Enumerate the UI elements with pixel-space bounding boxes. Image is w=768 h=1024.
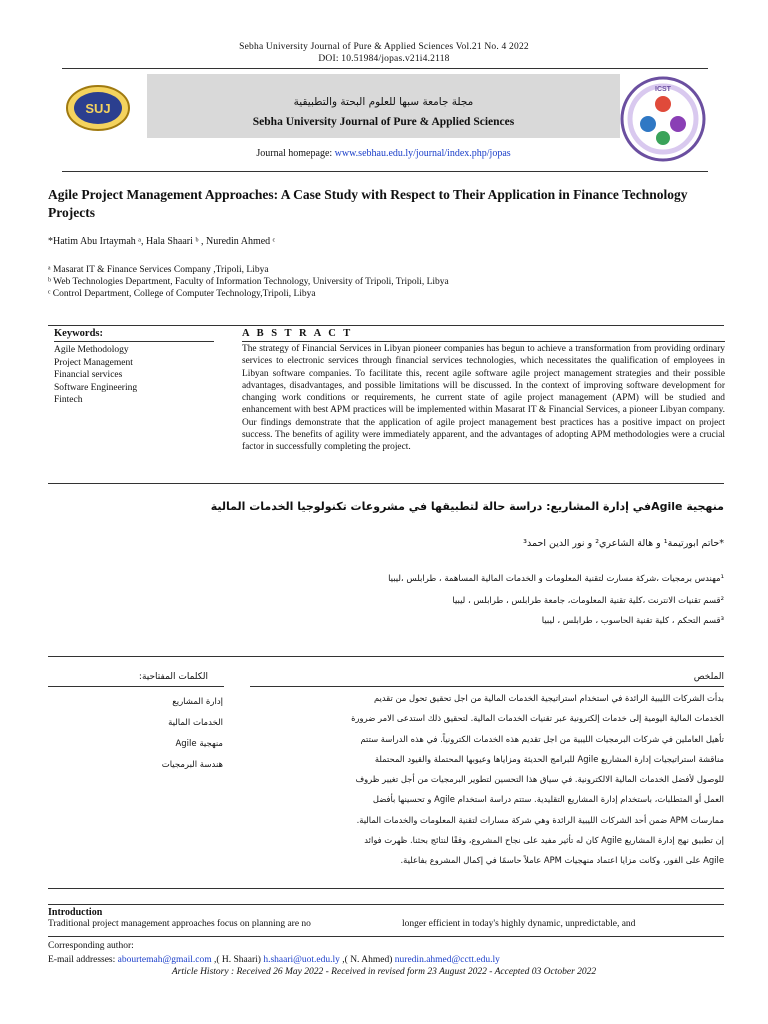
arabic-abstract-line: Agile على الفور، وكانت مزايا اعتماد منهجيات APM عاملاً حاسمًا في إكمال المشروع بفاعلية. <box>400 855 724 866</box>
arabic-abstract-line: للوصول لأفضل الخدمات المالية الالكترونية. في سياق هذا التحسين لتطوير البرمجيات من أجل تغيير ظروف <box>355 774 724 785</box>
arabic-abstract-body <box>250 688 724 871</box>
email-separator-1: ,( H. Shaari) <box>211 955 264 965</box>
keyword-item: Fintech <box>54 395 83 406</box>
arabic-affiliation-3: ³قسم التحكم ، كلية تقنية الحاسوب ، طرابلس ، ليبيا <box>541 616 724 626</box>
intro-top-rule <box>48 904 724 905</box>
journal-arabic-name: مجلة جامعة سبها للعلوم البحتة والتطبيقية <box>293 96 474 108</box>
article-authors: *Hatim Abu Irtaymah ᵃ, Hala Shaari ᵇ , Nuredin Ahmed ᶜ <box>48 236 276 247</box>
keyword-item: Project Management <box>54 357 133 368</box>
arabic-abstract-bottom-rule <box>48 888 724 889</box>
arabic-abstract-line: تأهيل العاملين في شركات البرمجيات الليبية من اجل تقديم هذه الخدمات الكترونياً. في هذه الدراسة ستتم <box>360 733 724 744</box>
arabic-keyword-item: إدارة المشاريع <box>172 697 223 707</box>
keyword-item: Financial services <box>54 370 123 381</box>
email-link-3[interactable]: nuredin.ahmed@cctt.edu.ly <box>394 955 500 965</box>
article-history: Article History : Received 26 May 2022 - Received in revised form 23 August 2022 - Accepted 03 October 2022 <box>171 967 597 977</box>
arabic-abstract-line: بدأت الشركات الليبية الرائدة في استخدام استراتيجية الخدمات المالية من اجل تحقيق تحول من تقديم <box>373 693 724 703</box>
introduction-text-a: Traditional project management approaches focus on planning are no <box>48 919 311 929</box>
keywords-list <box>54 344 137 407</box>
arabic-abstract-line: الخدمات المالية اليومية إلى خدمات إلكترونية عبر تقنيات الخدمات المالية. لتحقيق ذلك استدعى الامر ضرورة <box>351 713 724 724</box>
arabic-affiliation-1: ¹مهندس برمجيات ،شركة مسارت لتقنية المعلومات و الخدمات المالية المساهمة ، طرابلس ،ليبيا <box>388 574 724 584</box>
affiliation-a: ᵃ Masarat IT & Finance Services Company ,Tripoli, Libya <box>48 265 269 275</box>
header-bottom-rule <box>62 171 708 172</box>
email-label: E-mail addresses: <box>48 955 118 965</box>
conference-logo-text: ICST <box>655 86 671 93</box>
arabic-abstract-top-rule <box>48 656 724 657</box>
arabic-abstract-line: إن تطبيق نهج إدارة المشاريع Agile كان له تأثير مفيد على نجاح المشروع، وفقًا لنتائج بحثنا. ظهرت فوائد <box>364 835 724 846</box>
abstract-title: A B S T R A C T <box>242 328 353 339</box>
arabic-affiliation-2: ²قسم تقنيات الانترنت ،كلية تقنية المعلومات، جامعة طرابلس ، طرابلس ، ليبيا <box>452 596 724 606</box>
journal-issue-line: Sebha University Journal of Pure & Applied Sciences Vol.21 No. 4 2022 <box>239 42 529 52</box>
arabic-authors: *حاتم ابورتيمة¹ و هالة الشاعري² و نور الدين احمد³ <box>523 538 724 549</box>
arabic-keyword-item: الخدمات المالية <box>168 718 223 728</box>
footer-rule <box>48 936 724 937</box>
arabic-keyword-item: هندسة البرمجيات <box>161 760 223 770</box>
university-logo-text: SUJ <box>85 101 111 116</box>
abstract-top-rule <box>48 325 724 326</box>
homepage-link[interactable]: www.sebhau.edu.ly/journal/index.php/jopas <box>334 148 511 159</box>
arabic-abstract-line: مناقشة استراتيجيات إدارة المشاريع Agile للبرامج الحديثة ومزاياها وعيوبها المحتملة والقيود المحتملة <box>374 753 724 764</box>
keyword-item: Agile Methodology <box>54 345 129 355</box>
abstract-bottom-rule <box>48 483 724 484</box>
arabic-keyword-item: منهجية Agile <box>175 739 223 749</box>
arabic-abstract-title: الملخص <box>693 672 724 682</box>
keywords-title: Keywords: <box>54 328 103 339</box>
university-logo <box>65 84 131 132</box>
introduction-text-b: longer efficient in today's highly dynamic, unpredictable, and <box>402 919 636 929</box>
affiliation-b: ᵇ Web Technologies Department, Faculty of Information Technology, University of Tripoli, Tripoli, Libya <box>48 277 449 287</box>
email-link-2[interactable]: h.shaari@uot.edu.ly <box>263 955 340 965</box>
arabic-abstract-rule <box>250 686 724 687</box>
journal-header <box>62 74 708 166</box>
arabic-keywords-rule <box>48 686 224 687</box>
conference-logo <box>620 74 706 164</box>
header-top-rule <box>62 68 708 69</box>
email-separator-2: ,( N. Ahmed) <box>339 955 395 965</box>
corresponding-author: Corresponding author: <box>48 941 134 951</box>
article-title: Agile Project Management Approaches: A Case Study with Respect to Their Application in Finance Technology Projects <box>48 187 688 220</box>
arabic-abstract-line: ممارسات APM ضمن أحد الشركات الليبية الرائدة وهي شركة مسارات لتقنية المعلومات والخدمات المالية. <box>356 814 724 825</box>
introduction-text <box>48 919 724 929</box>
email-link-1[interactable]: abourtemah@gmail.com <box>117 955 212 965</box>
homepage-label: Journal homepage: <box>256 148 335 159</box>
abstract-body: The strategy of Financial Services in Libyan pioneer companies has begun to achieve a transformation from providing ordinary services to electronic services through financial services technologies, which necessitates the qualification of employees in Libyan software companies. To facilitate this, recent agile software agile project management strategies and their possible advantages, disadvantages, and possible limitations will be discussed. In the context of improving software development for changing work conditions or requirements, he current state of agile project management (APM) will be studied and enhancement with best APM practices will be implemented within Masarat IT & Financial Services, a pioneer Libyan company. Our findings demonstrate that the application of agile project management best practices has a positive impact on project success. The benefits of agility were immediately apparent, and the advantages of adopting APM methodologies were a crucial factor in successfully completing the project. <box>242 344 725 453</box>
keyword-item: Software Engineering <box>54 382 138 393</box>
arabic-keywords-list <box>162 692 223 776</box>
doi-line: DOI: 10.51984/jopas.v21i4.2118 <box>318 54 450 64</box>
abstract-rule <box>242 341 725 342</box>
arabic-article-title: منهجية Agileفي إدارة المشاريع: دراسة حالة لتطبيقها في مشروعات تكنولوجيا الخدمات المالية <box>210 500 724 513</box>
email-addresses <box>48 955 500 965</box>
arabic-keywords-title: الكلمات المفتاحية: <box>138 672 208 682</box>
affiliation-c: ᶜ Control Department, College of Computer Technology,Tripoli, Libya <box>48 289 316 299</box>
journal-homepage <box>147 148 620 159</box>
arabic-abstract-line: العمل أو المتطلبات، باستخدام إدارة المشاريع التقليدية. ستتم دراسة استخدام Agile و تحسينها بأفضل <box>372 794 724 805</box>
introduction-heading: Introduction <box>48 907 103 918</box>
keywords-rule <box>54 341 214 342</box>
journal-english-name: Sebha University Journal of Pure & Applied Sciences <box>252 116 515 128</box>
